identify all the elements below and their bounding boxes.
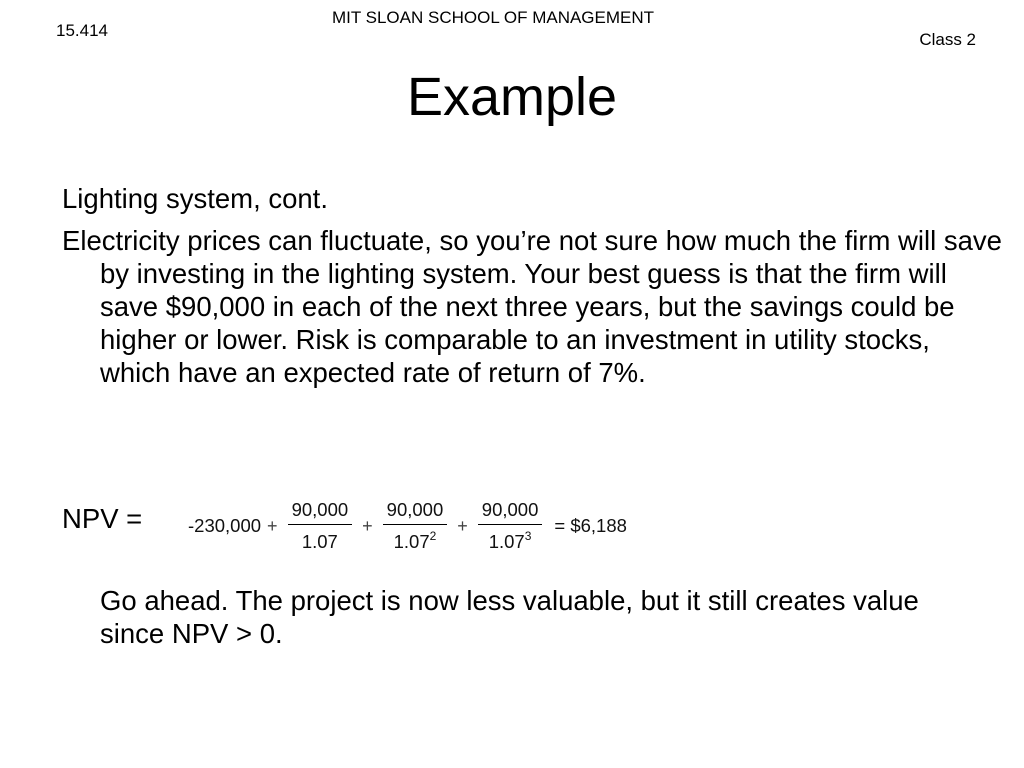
cash-flow-year-3 [478, 499, 543, 553]
npv-formula [188, 494, 627, 558]
numerator: 90,000 [288, 499, 353, 525]
plus-sign: + [457, 515, 468, 536]
exponent: 2 [429, 529, 437, 543]
cash-flow-year-2 [383, 499, 448, 553]
denominator: 1.07$^3$ [488, 529, 532, 552]
npv-label: NPV = [62, 503, 143, 534]
conclusion: Go ahead. The project is now less valuable, but it still creates value since NPV > 0. [100, 585, 919, 649]
problem-paragraph: Electricity prices can fluctuate, so you’re not sure how much the firm will save by investing in the lighting system. Your best guess is that the firm will save $90,000 in each of the next three years, but the savings could be higher or lower. Risk is comparable to an investment in utility stocks, which have an expected rate of return of 7%. [62, 225, 1002, 388]
school-name: MIT SLOAN SCHOOL OF MANAGEMENT [331, 8, 655, 27]
course-number: 15.414 [56, 21, 108, 40]
denominator: 1.07$^2$ [393, 529, 437, 552]
numerator: 90,000 [383, 499, 448, 525]
npv-result: = $6,188 [554, 515, 627, 536]
exponent: 3 [524, 529, 532, 543]
slide-title: Example [406, 67, 618, 127]
subtitle-line: Lighting system, cont. [62, 183, 328, 214]
plus-sign: + [362, 515, 373, 536]
cash-flow-year-1 [288, 499, 353, 553]
initial-investment: -230,000 [188, 515, 262, 536]
denominator: 1.07 [301, 531, 338, 552]
class-label: Class 2 [919, 30, 976, 49]
numerator: 90,000 [478, 499, 543, 525]
plus-sign: + [267, 515, 278, 536]
